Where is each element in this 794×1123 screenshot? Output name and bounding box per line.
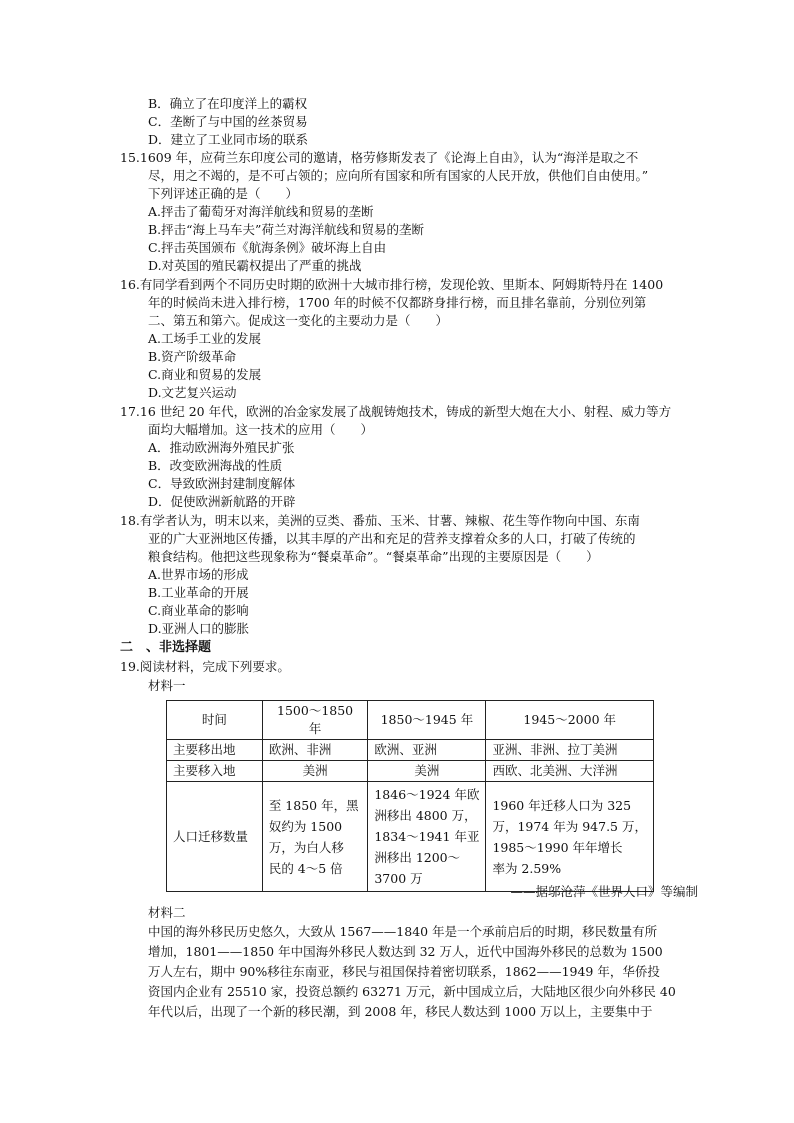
q18-stem-line: 粮食结构。他把这些现象称为“餐桌革命”。“餐桌革命”出现的主要原因是（ ） [148, 549, 599, 564]
cell-line: 万，为白人移 [268, 839, 344, 855]
material2-line: 中国的海外移民历史悠久，大致从 1567——1840 年是一个承前启后的时期，移民数量有所 [148, 924, 658, 939]
table-header-cell: 1945～2000 年 [486, 701, 654, 740]
table-row [167, 740, 654, 761]
q15-stem-line: 尽，用之不竭的，是不可占领的；应向所有国家和所有国家的人民开放，供他们自由使用。” [148, 168, 649, 183]
cell-line: 1834～1941 年亚 [374, 829, 480, 844]
cell-line: 至 1850 年，黑 [268, 797, 359, 813]
cell-line: 奴约为 1500 [268, 818, 343, 834]
q15-stem-line: 下列评述正确的是（ ） [148, 186, 299, 201]
table-cell: 主要移入地 [167, 761, 263, 782]
table-cell [262, 782, 368, 892]
table-row [167, 761, 654, 782]
q14-option-b: B．确立了在印度洋上的霸权 [148, 96, 308, 111]
q16-stem-line: 二、第五和第六。促成这一变化的主要动力是（ ） [148, 313, 449, 328]
q18-stem-line: 亚的广大亚洲地区传播，以其丰厚的产出和充足的营养支撑着众多的人口，打破了传统的 [148, 531, 636, 546]
material2-line: 年代以后，出现了一个新的移民潮，到 2008 年，移民人数达到 1000 万以上，主要集中于 [148, 1004, 653, 1019]
q16-option-a: A.工场手工业的发展 [148, 331, 262, 346]
q17-option-c: C．导致欧洲封建制度解体 [148, 476, 296, 491]
section-heading: 二 、非选择题 [120, 640, 212, 655]
q17-option-d: D．促使欧洲新航路的开辟 [148, 494, 296, 509]
q18-option-b: B.工业革命的开展 [148, 585, 249, 600]
q15-stem-line: 15.1609 年，应荷兰东印度公司的邀请，格劳修斯发表了《论海上自由》，认为“海洋是取之不 [120, 150, 639, 165]
table-cell: 西欧、北美洲、大洋洲 [486, 761, 654, 782]
table-cell: 欧洲、亚洲 [368, 740, 486, 761]
table-cell [486, 782, 654, 892]
cell-line: 民的 4～5 倍 [268, 860, 343, 876]
table-row [167, 782, 654, 892]
table-source: ——据邬沧萍《世界人口》等编制 [510, 884, 698, 899]
q18-stem-line: 18.有学者认为，明末以来，美洲的豆类、番茄、玉米、甘薯、辣椒、花生等作物向中国、东南 [120, 513, 640, 528]
q17-stem-line: 17.16 世纪 20 年代，欧洲的冶金家发展了战舰铸炮技术，铸成的新型大炮在大小、射程、威力等方 [120, 404, 672, 419]
q16-option-b: B.资产阶级革命 [148, 349, 237, 364]
q17-option-a: A．推动欧洲海外殖民扩张 [148, 440, 295, 455]
q18-option-a: A.世界市场的形成 [148, 567, 249, 582]
q14-option-c: C．垄断了与中国的丝茶贸易 [148, 114, 308, 129]
table-cell: 亚洲、非洲、拉丁美洲 [486, 740, 654, 761]
cell-line: 率为 2.59% [492, 860, 562, 876]
q15-option-d: D.对英国的殖民霸权提出了严重的挑战 [148, 258, 362, 273]
material1-label: 材料一 [148, 678, 186, 693]
table-cell: 欧洲、非洲 [262, 740, 368, 761]
table-cell: 主要移出地 [167, 740, 263, 761]
table-header-cell: 1850～1945 年 [368, 701, 486, 740]
table-cell: 人口迁移数量 [167, 782, 263, 892]
material2-line: 万人左右，期中 90%移往东南亚，移民与祖国保持着密切联系，1862——1949 年，华侨投 [148, 964, 660, 979]
q16-option-d: D.文艺复兴运动 [148, 385, 237, 400]
cell-line: 万，1974 年为 947.5 万， [492, 818, 647, 834]
q15-option-b: B.抨击“海上马车夫”荷兰对海洋航线和贸易的垄断 [148, 222, 424, 237]
q16-stem-line: 16.有同学看到两个不同历史时期的欧洲十大城市排行榜，发现伦敦、里斯本、阿姆斯特丹在 1400 [120, 277, 664, 292]
migration-table [166, 700, 654, 892]
q15-option-c: C.抨击英国颁布《航海条例》破坏海上自由 [148, 240, 387, 255]
q17-stem-line: 面均大幅增加。这一技术的应用（ ） [148, 422, 374, 437]
table-header-cell: 1500～1850 年 [262, 701, 368, 740]
cell-line: 1960 年迁移人口为 325 [492, 797, 632, 813]
cell-line: 1846～1924 年欧 [374, 787, 480, 802]
table-header-cell: 时间 [167, 701, 263, 740]
q14-option-d: D．建立了工业同市场的联系 [148, 132, 309, 147]
q19-stem: 19.阅读材料，完成下列要求。 [120, 659, 290, 674]
q16-stem-line: 年的时候尚未进入排行榜，1700 年的时候不仅都跻身排行榜，而且排名靠前，分别位列第 [148, 295, 647, 310]
q18-option-d: D.亚洲人口的膨胀 [148, 621, 250, 636]
cell-line: 1985～1990 年年增长 [492, 839, 623, 855]
q16-option-c: C.商业和贸易的发展 [148, 367, 262, 382]
cell-line: 3700 万 [374, 871, 423, 886]
table-cell: 美洲 [368, 761, 486, 782]
material2-line: 资国内企业有 25510 家，投资总额约 63271 万元，新中国成立后，大陆地区很少向外移民 40 [148, 984, 676, 999]
cell-line: 洲移出 1200～ [374, 850, 461, 865]
cell-line: 洲移出 4800 万， [374, 808, 477, 823]
q15-option-a: A.抨击了葡萄牙对海洋航线和贸易的垄断 [148, 204, 374, 219]
material2-label: 材料二 [148, 905, 186, 920]
table-cell: 美洲 [262, 761, 368, 782]
material2-line: 增加，1801——1850 年中国海外移民人数达到 32 万人，近代中国海外移民的总数为 1500 [148, 944, 663, 959]
q18-option-c: C.商业革命的影响 [148, 603, 249, 618]
q17-option-b: B．改变欧洲海战的性质 [148, 458, 283, 473]
table-cell [368, 782, 486, 892]
table-header-row [167, 701, 654, 740]
